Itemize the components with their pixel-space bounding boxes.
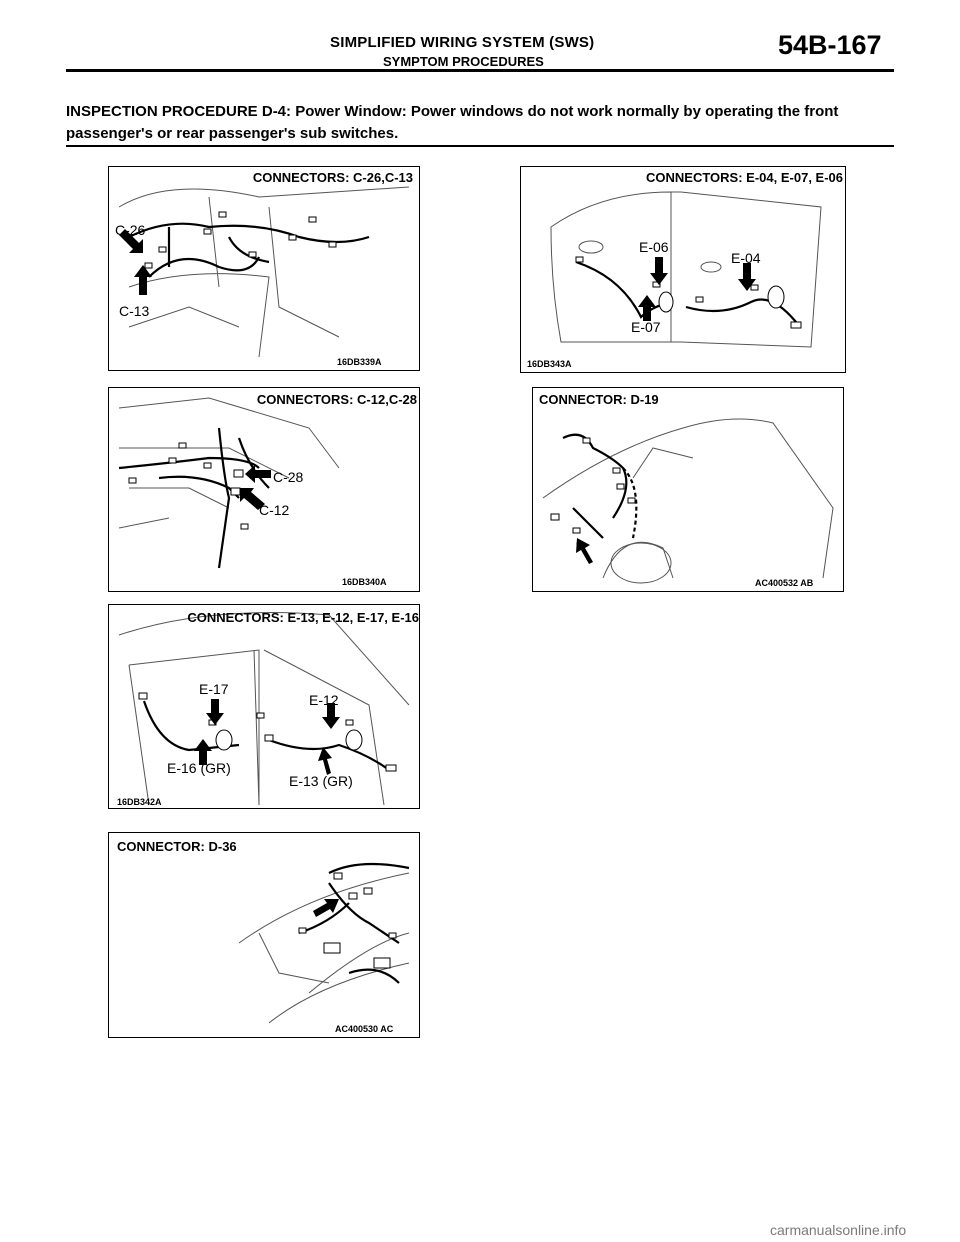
- figure-connectors-e13-e12-e17-e16: [108, 604, 420, 809]
- label-e12: E-12: [309, 692, 339, 708]
- rear-body-wiring-illustration: [109, 833, 419, 1037]
- pointer-arrow-e06: [650, 257, 668, 285]
- figure-connector-d19: [532, 387, 844, 592]
- page-number: 54B-167: [778, 30, 882, 60]
- label-c28: C-28: [273, 469, 304, 485]
- procedure-title: INSPECTION PROCEDURE D-4: Power Window: Power windows do not work normally by operating the front passenger's or rear passenger's sub switches.: [66, 103, 839, 142]
- label-e06: E-06: [639, 239, 669, 255]
- figure-caption: CONNECTOR: D-19: [539, 392, 659, 407]
- label-c12: C-12: [259, 502, 290, 518]
- rear-quarter-wiring-illustration: [533, 388, 843, 591]
- label-e07: E-07: [631, 319, 661, 335]
- instrument-panel-wiring-illustration: [109, 388, 419, 591]
- label-c13: C-13: [119, 303, 150, 319]
- figure-caption: CONNECTORS: C-26,C-13: [252, 170, 413, 185]
- figure-code: 16DB340A: [342, 577, 387, 587]
- figure-code: 16DB342A: [117, 797, 162, 807]
- label-e13: E-13 (GR): [289, 773, 353, 789]
- pointer-arrow-e13: [318, 747, 332, 775]
- door-wiring-illustration: [109, 605, 419, 808]
- label-e04: E-04: [731, 250, 761, 266]
- label-e17: E-17: [199, 681, 229, 697]
- figure-caption: CONNECTOR: D-36: [117, 839, 237, 854]
- figure-caption: CONNECTORS: E-13, E-12, E-17, E-16: [187, 610, 419, 625]
- front-door-wiring-illustration: [521, 167, 845, 372]
- dashboard-wiring-illustration: [109, 167, 419, 370]
- label-e16: E-16 (GR): [167, 760, 231, 776]
- figure-code: 16DB339A: [337, 357, 382, 367]
- figure-connectors-c26-c13: [108, 166, 420, 371]
- figure-caption: CONNECTORS: E-04, E-07, E-06: [646, 170, 843, 185]
- title-rule: [66, 145, 894, 147]
- figure-connectors-e04-e07-e06: [520, 166, 846, 373]
- figure-code: AC400530 AC: [335, 1024, 394, 1034]
- section-title: SIMPLIFIED WIRING SYSTEM (SWS): [330, 34, 595, 51]
- figure-code: AC400532 AB: [755, 578, 814, 588]
- figure-caption: CONNECTORS: C-12,C-28: [256, 392, 417, 407]
- section-subtitle: SYMPTOM PROCEDURES: [383, 54, 544, 69]
- pointer-arrow-c13: [134, 265, 152, 295]
- pointer-arrow-d19: [576, 538, 593, 564]
- header-rule: [66, 69, 894, 72]
- figure-connector-d36: [108, 832, 420, 1038]
- figure-code: 16DB343A: [527, 359, 572, 369]
- label-c26: C-26: [115, 222, 146, 238]
- watermark-url: carmanualsonline.info: [770, 1222, 907, 1238]
- figure-connectors-c12-c28: [108, 387, 420, 592]
